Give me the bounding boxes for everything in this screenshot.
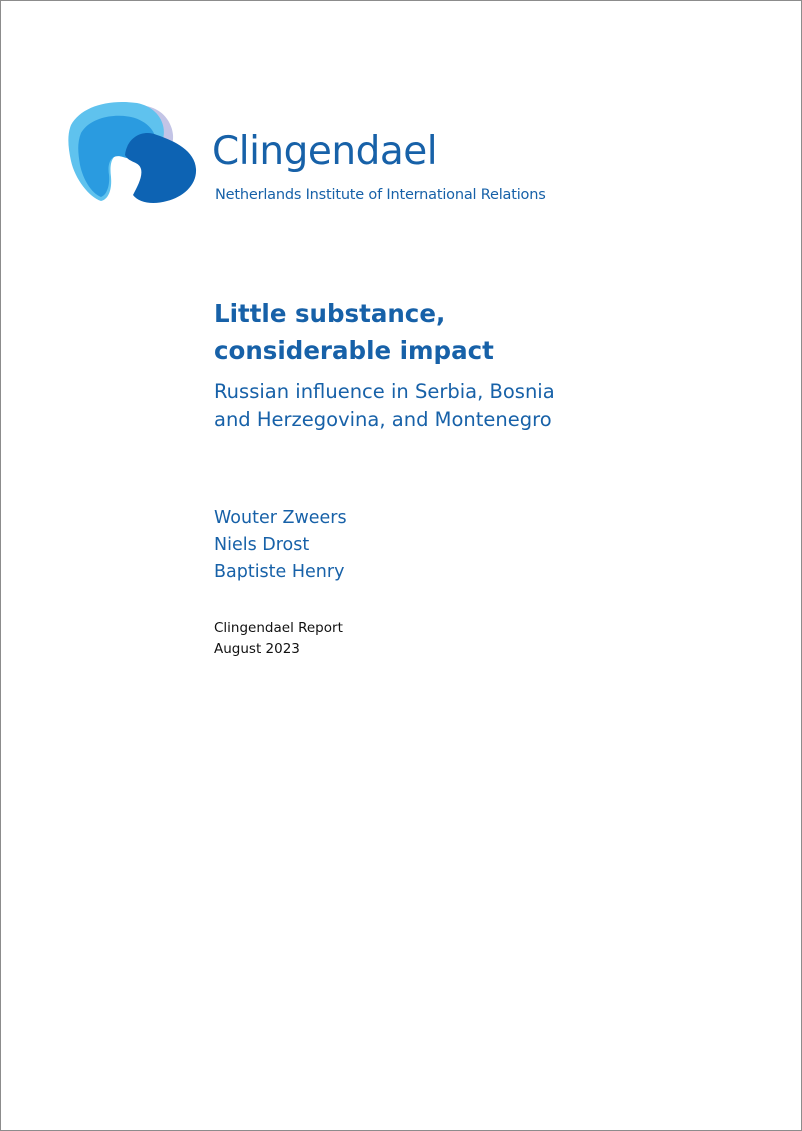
logo-shape-deep [125, 133, 196, 203]
author-name: Baptiste Henry [214, 562, 345, 582]
brand-name: Clingendael [212, 129, 438, 174]
clingendael-logo-icon [67, 99, 197, 205]
author-list [214, 505, 347, 586]
report-subtitle-line-2: and Herzegovina, and Montenegro [214, 408, 552, 431]
report-title [214, 295, 494, 369]
report-meta [214, 618, 343, 660]
author-name: Niels Drost [214, 535, 310, 555]
brand-tagline: Netherlands Institute of International Relations [215, 187, 546, 203]
report-subtitle [214, 378, 555, 434]
report-subtitle-line-1: Russian influence in Serbia, Bosnia [214, 380, 555, 403]
author-name: Wouter Zweers [214, 508, 347, 528]
report-series: Clingendael Report [214, 620, 343, 636]
report-title-line-2: considerable impact [214, 336, 494, 365]
report-title-line-1: Little substance, [214, 299, 446, 328]
report-date: August 2023 [214, 641, 300, 657]
